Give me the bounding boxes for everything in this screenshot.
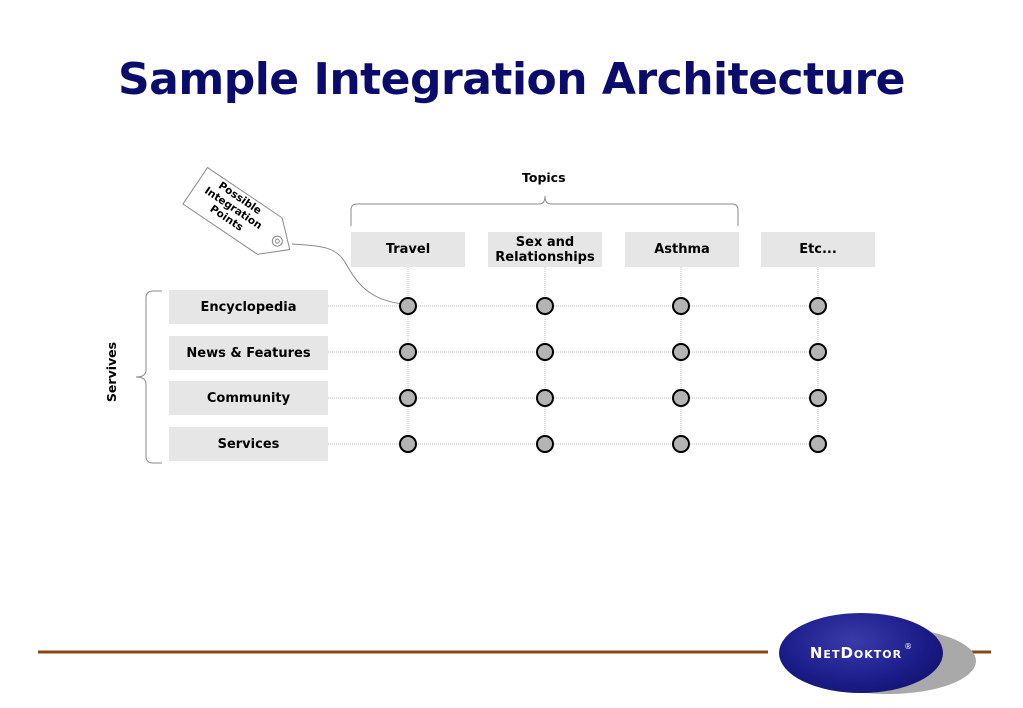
- node-news-travel: [400, 344, 416, 360]
- node-encyclopedia-asthma: [673, 298, 689, 314]
- node-news-etc: [810, 344, 826, 360]
- services-brace: [136, 291, 162, 463]
- tag-label: Possible Integration Points: [202, 179, 265, 234]
- node-encyclopedia-sex: [537, 298, 553, 314]
- node-community-sex: [537, 390, 553, 406]
- topic-travel: Travel: [351, 232, 465, 267]
- node-news-sex: [537, 344, 553, 360]
- page-title: Sample Integration Architecture: [117, 54, 905, 105]
- node-community-asthma: [673, 390, 689, 406]
- node-encyclopedia-etc: [810, 298, 826, 314]
- topic-asthma: Asthma: [625, 232, 739, 267]
- row-encyclopedia: Encyclopedia: [169, 290, 328, 324]
- row-news-features: News & Features: [169, 336, 328, 370]
- node-services-sex: [537, 436, 553, 452]
- node-services-etc: [810, 436, 826, 452]
- node-news-asthma: [673, 344, 689, 360]
- topic-etc: Etc...: [761, 232, 875, 267]
- netdoktor-logo: [779, 613, 943, 693]
- node-services-asthma: [673, 436, 689, 452]
- node-services-travel: [400, 436, 416, 452]
- topics-brace: [351, 196, 738, 226]
- row-community: Community: [169, 381, 328, 415]
- logo-text: NetDoktor: [809, 644, 903, 662]
- row-services: Services: [169, 427, 328, 461]
- integration-nodes: [400, 298, 826, 452]
- services-axis-label: Servives: [104, 341, 119, 403]
- registered-mark: ®: [904, 641, 913, 651]
- node-encyclopedia-travel: [400, 298, 416, 314]
- topic-sex-and-relationships: Sex and Relationships: [488, 232, 602, 267]
- node-community-etc: [810, 390, 826, 406]
- node-community-travel: [400, 390, 416, 406]
- topics-label: Topics: [522, 170, 566, 185]
